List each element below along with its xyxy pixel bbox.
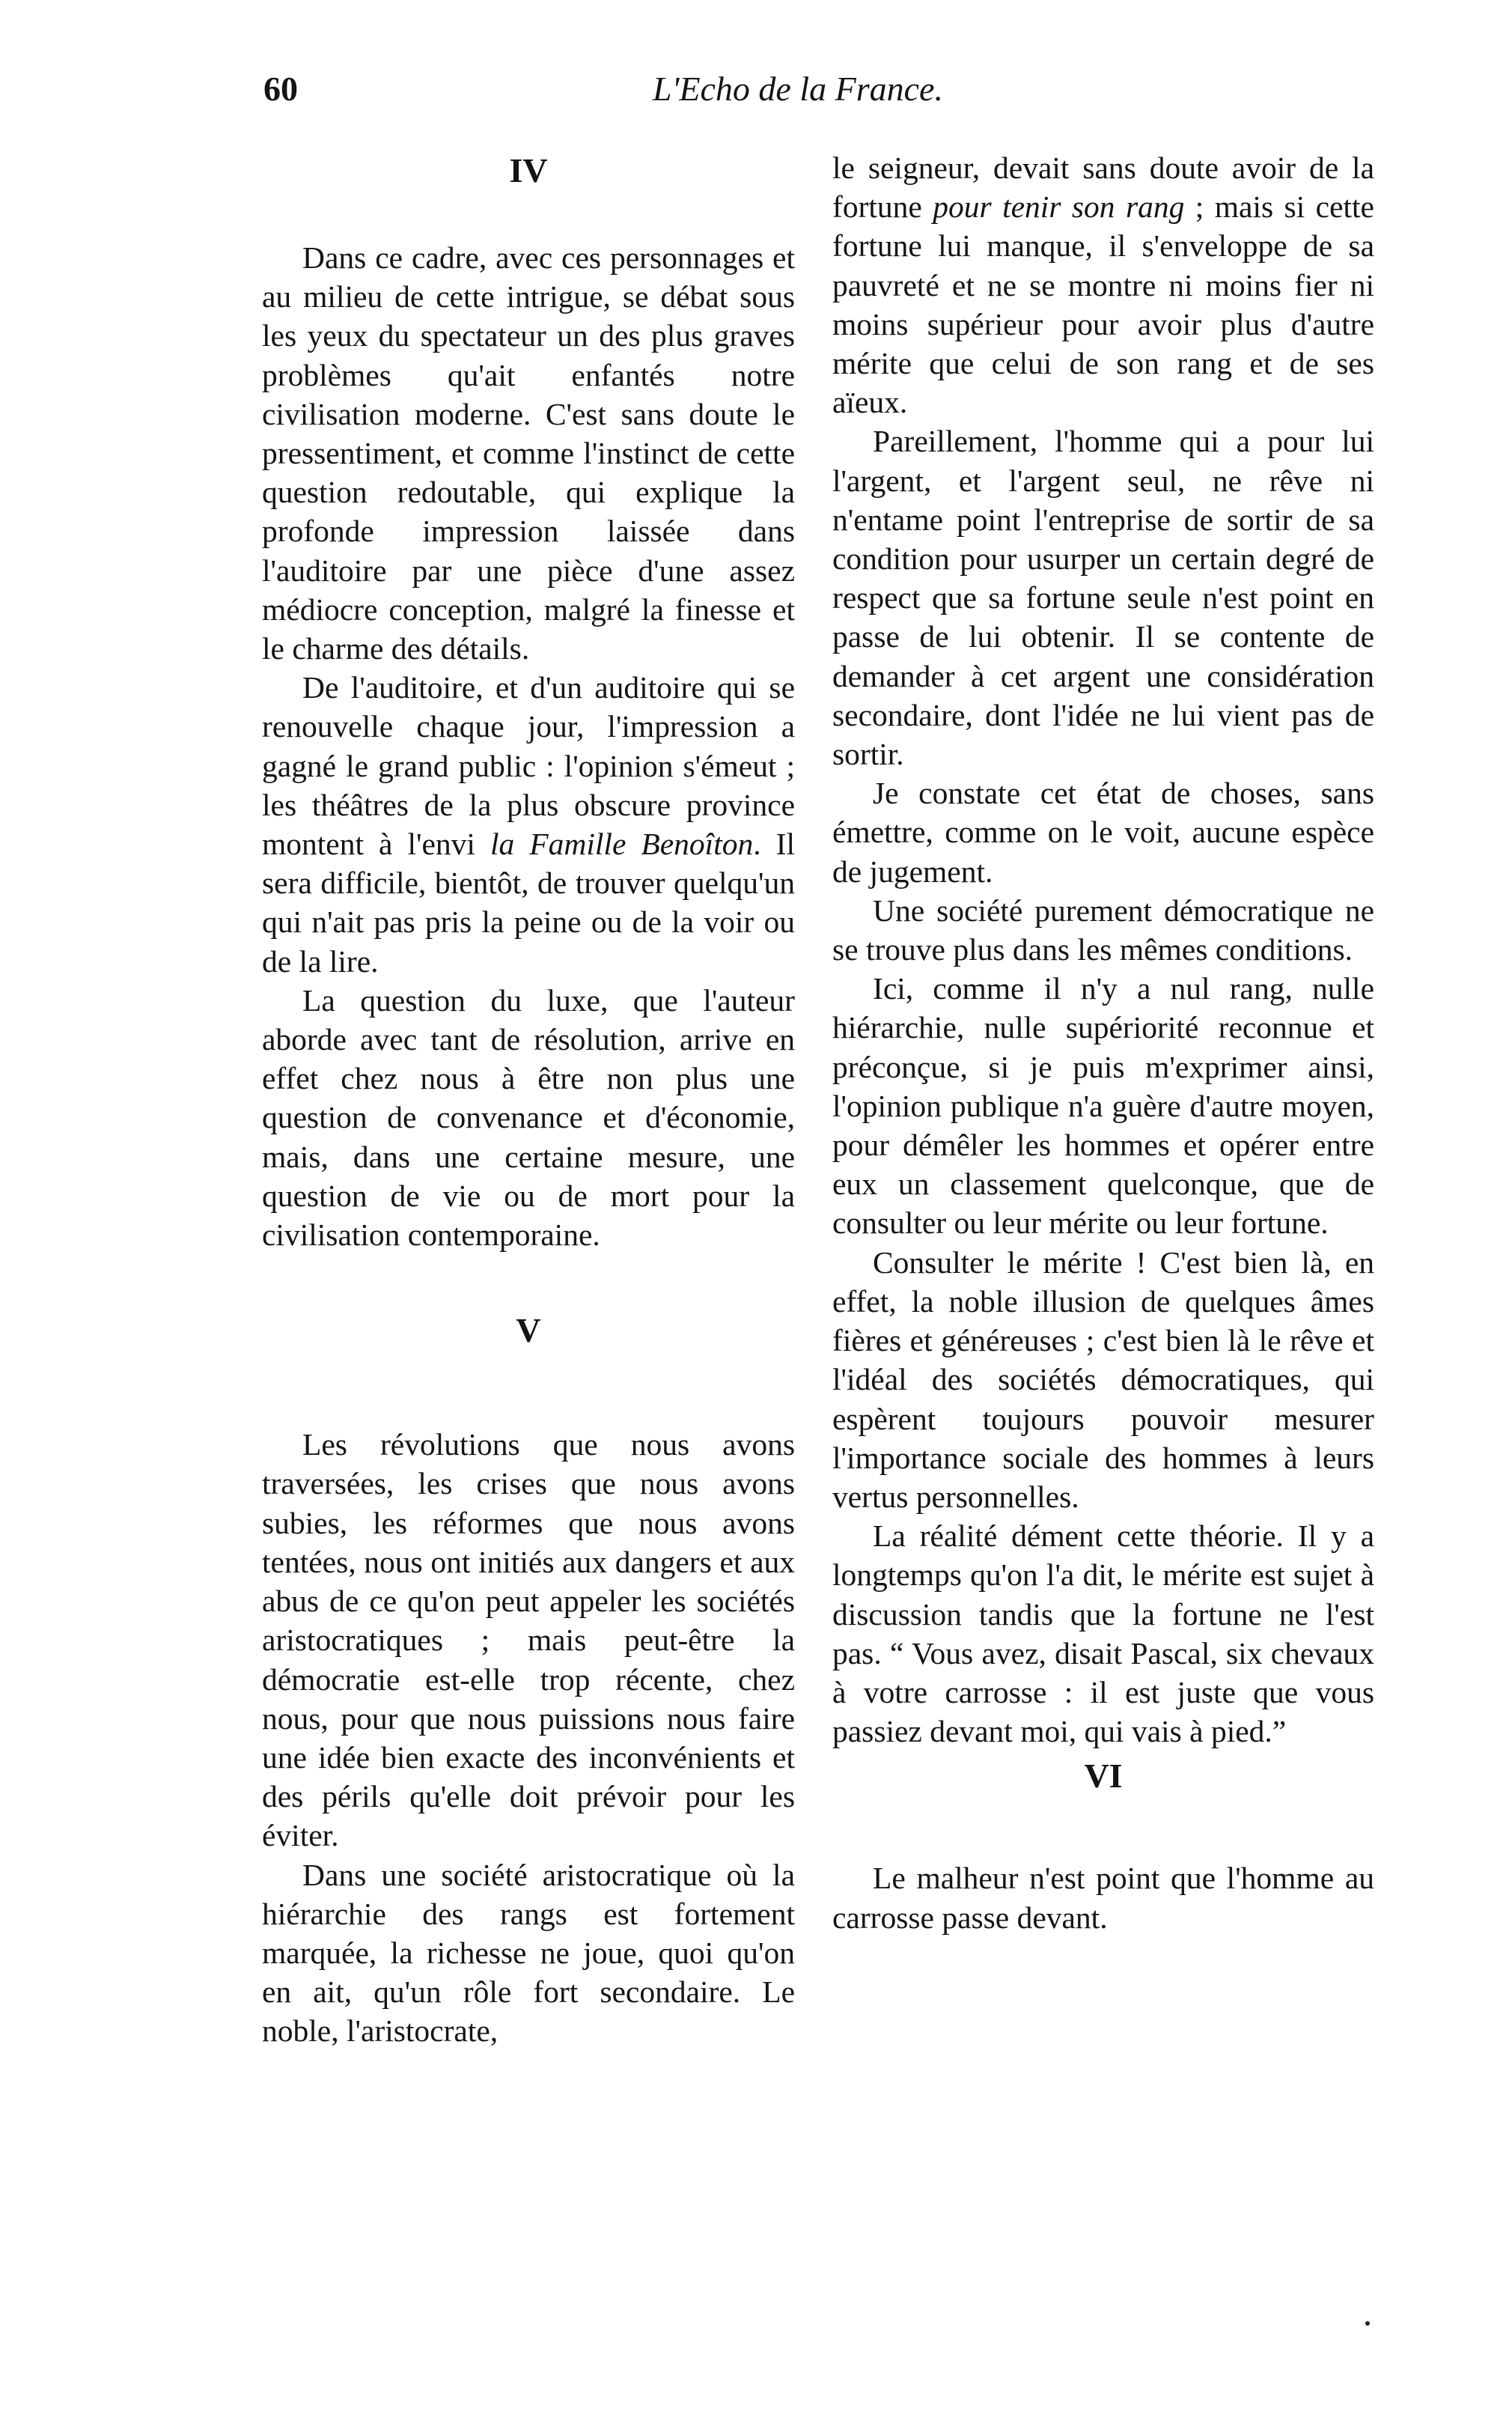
page-number: 60: [263, 70, 298, 108]
paragraph-continued: [832, 148, 1374, 422]
paragraph-text: le seigneur, devait sans doute avoir de la fortune: [832, 151, 1374, 225]
section-heading-iv: IV: [509, 151, 548, 189]
paragraph: [262, 668, 795, 981]
right-column: [832, 148, 1374, 1937]
paragraph: Une société purement démocratique ne se trouve plus dans les mêmes conditions.: [832, 893, 1374, 967]
paragraph: Je constate cet état de choses, sans émettre, comme on le voit, aucune espèce de jugement.: [832, 776, 1374, 889]
paragraph: Consulter le mérite ! C'est bien là, en effet, la noble illusion de quelques âmes fières et généreuses ; c'est bien là le rêve et l'idéal des sociétés démocratiques, qui espèrent toujours pouvoir mesurer l'importance sociale des hommes à leurs vertus personnelles.: [832, 1244, 1374, 1514]
paragraph: Les révolutions que nous avons traversées, les crises que nous avons subies, les réformes que nous avons tentées, nous ont initiés aux dangers et aux abus de ce qu'on peut appeler les sociétés aristocratiques ; mais peut-être la démocratie est-elle trop récente, chez nous, pour que nous puissions nous faire une idée bien exacte des inconvénients et des périls qu'elle doit prévoir pour les éviter.: [262, 1427, 795, 1853]
running-header: [263, 69, 1371, 129]
paragraph-text: De l'auditoire, et d'un auditoire qui se renouvelle chaque jour, l'impression a gagné le grand public : l'opinion s'émeut ; les théâtres de la plus obscure province montent à l'envi: [262, 670, 795, 862]
paragraph-text: . Il sera difficile, bientôt, de trouver quelqu'un qui n'ait pas pris la peine ou de la voir ou de la lire.: [262, 827, 795, 979]
paragraph: Pareillement, l'homme qui a pour lui l'argent, et l'argent seul, ne rêve ni n'entame point l'entreprise de sortir de sa condition pour usurper un certain degré de respect que sa fortune seule n'est point en passe de lui obtenir. Il se contente de demander à cet argent une considération secondaire, dont l'idée ne lui vient pas de sortir.: [832, 424, 1374, 772]
italic-phrase: pour tenir son rang: [933, 189, 1185, 225]
play-title: la Famille Benoîton: [490, 827, 754, 862]
paragraph: Dans ce cadre, avec ces personnages et au milieu de cette intrigue, se débat sous les yeux du spectateur un des plus graves problèmes qu'ait enfantés notre civilisation moderne. C'est sans doute le pressentiment, et comme l'instinct de cette question redoutable, qui explique la profonde impression laissée dans l'auditoire par une pièce d'une assez médiocre conception, malgré la finesse et le charme des détails.: [262, 240, 795, 666]
paragraph: Dans une société aristocratique où la hiérarchie des rangs est fortement marquée, la richesse ne joue, quoi qu'on en ait, qu'un rôle fort secondaire. Le noble, l'aristocrate,: [262, 1857, 795, 2049]
section-heading-vi: VI: [1084, 1757, 1123, 1796]
paragraph: La réalité dément cette théorie. Il y a longtemps qu'on l'a dit, le mérite est sujet à discussion tandis que la fortune ne l'est pas. “ Vous avez, disait Pascal, six chevaux à votre carrosse : il est juste que vous passiez devant moi, qui vais à pied.”: [832, 1518, 1374, 1749]
running-title: L'Echo de la France.: [653, 70, 943, 108]
ink-speck: [1365, 2321, 1370, 2326]
paragraph: La question du luxe, que l'auteur aborde avec tant de résolution, arrive en effet chez nous à être non plus une question de convenance et d'économie, mais, dans une certaine mesure, une question de vie ou de mort pour la civilisation contemporaine.: [262, 982, 795, 1253]
section-heading-v: V: [516, 1311, 541, 1350]
paragraph: Le malheur n'est point que l'homme au carrosse passe devant.: [832, 1861, 1374, 1935]
paragraph: Ici, comme il n'y a nul rang, nulle hiérarchie, nulle supériorité reconnue et préconçue, si je puis m'exprimer ainsi, l'opinion publique n'a guère d'autre moyen, pour démêler les hommes et opérer entre eux un classement quelconque, que de consulter ou leur mérite ou leur fortune.: [832, 971, 1374, 1241]
left-column: [262, 148, 795, 2051]
paragraph-text: ; mais si cette fortune lui manque, il s'enveloppe de sa pauvreté et ne se montre ni moins fier ni moins supérieur pour avoir plus d'autre mérite que celui de son rang et de ses aïeux.: [832, 189, 1374, 420]
